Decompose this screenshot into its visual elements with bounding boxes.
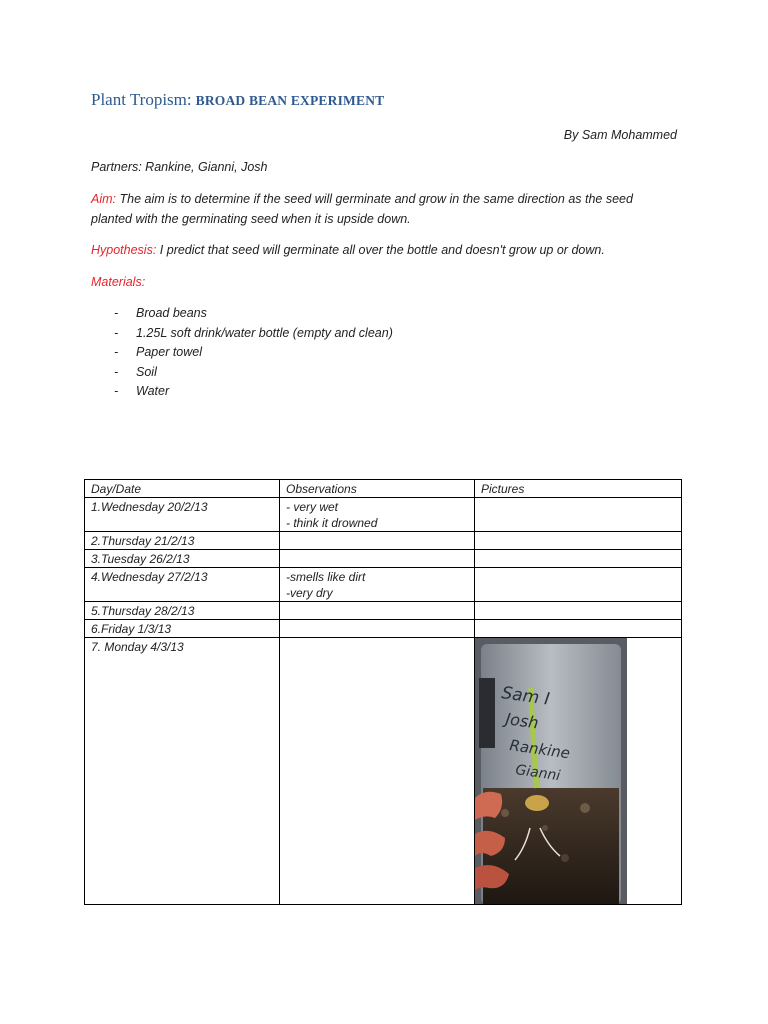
header-day: Day/Date <box>85 480 280 498</box>
table-row: 5.Thursday 28/2/13 <box>85 602 682 620</box>
hypothesis-line <box>91 240 605 260</box>
hypothesis-label: Hypothesis: <box>91 243 157 257</box>
table-row: 6.Friday 1/3/13 <box>85 620 682 638</box>
table-row: 3.Tuesday 26/2/13 <box>85 550 682 568</box>
hypothesis-text: I predict that seed will germinate all over the bottle and doesn't grow up or down. <box>159 243 605 257</box>
partners-line: Partners: Rankine, Gianni, Josh <box>91 160 268 174</box>
svg-text:Rankine: Rankine <box>508 736 572 763</box>
list-item: - Soil <box>114 364 157 379</box>
table-row: 4.Wednesday 27/2/13 -smells like dirt -very dry <box>85 568 682 602</box>
bottle-photo <box>475 638 627 904</box>
author-line: By Sam Mohammed <box>563 128 677 142</box>
list-item: - Water <box>114 384 170 398</box>
header-pictures: Pictures <box>475 480 682 498</box>
header-observations: Observations <box>280 480 475 498</box>
materials-list <box>91 304 393 402</box>
svg-text:Josh: Josh <box>504 709 540 733</box>
title-main: Plant Tropism: <box>91 90 192 109</box>
table-row: 2.Thursday 21/2/13 <box>85 532 682 550</box>
svg-text:Sam I: Sam I <box>500 683 551 710</box>
aim-text-1: The aim is to determine if the seed will germinate and grow in the same direction as the seed <box>119 192 633 206</box>
list-item: - Broad beans <box>114 306 207 320</box>
table-row: 7. Monday 4/3/13 Sam I Josh Rankine Gianni <box>85 638 682 905</box>
table-header-row <box>85 480 682 498</box>
table-row: 1.Wednesday 20/2/13 - very wet - think it drowned <box>85 498 682 532</box>
observation-table <box>84 479 682 905</box>
list-item: - Paper towel <box>114 345 203 359</box>
materials-label: Materials: <box>91 275 146 289</box>
document-title <box>91 90 384 110</box>
svg-text:Gianni: Gianni <box>514 762 562 785</box>
title-sub: BROAD BEAN EXPERIMENT <box>195 93 385 108</box>
bottle-photo-illustration <box>475 638 627 904</box>
aim-text-2: planted with the germinating seed when it is upside down. <box>91 212 411 226</box>
aim-label: Aim: <box>91 192 116 206</box>
aim-line-1 <box>91 189 633 209</box>
list-item: - 1.25L soft drink/water bottle (empty and clean) <box>114 325 393 340</box>
